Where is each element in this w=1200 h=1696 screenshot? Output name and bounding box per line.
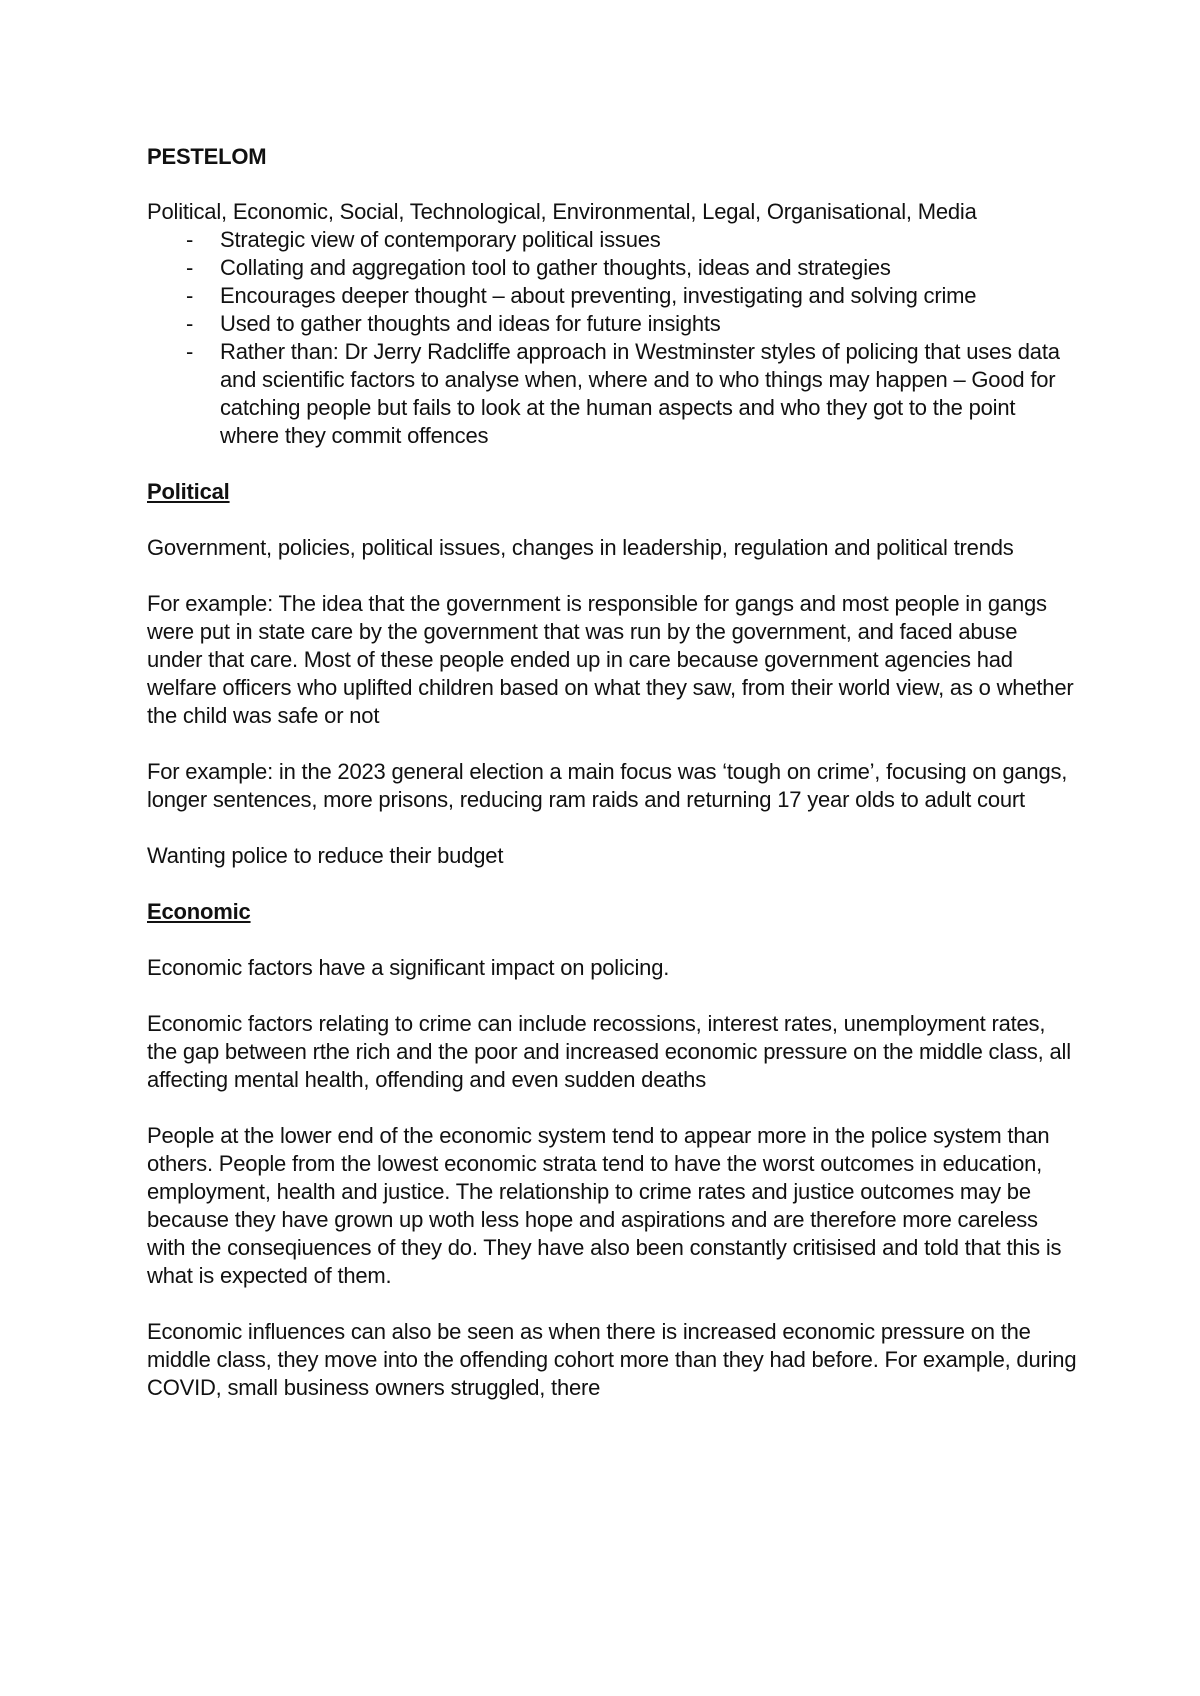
list-item	[147, 338, 1077, 450]
list-item-text: Encourages deeper thought – about preventing, investigating and solving crime	[220, 283, 977, 308]
list-item	[147, 282, 1077, 310]
list-item	[147, 310, 1077, 338]
political-paragraph: For example: in the 2023 general election a main focus was ‘tough on crime’, focusing on gangs, longer sentences, more prisons, reducing ram raids and returning 17 year olds to adult court	[147, 759, 1068, 812]
document-page	[147, 143, 1077, 1402]
list-item	[147, 254, 1077, 282]
political-paragraph: For example: The idea that the government is responsible for gangs and most people in gangs were put in state care by the government that was run by the government, and faced abuse under that care. Most of these people ended up in care because government agencies had welfare officers who uplifted children based on what they saw, from their world view, as o whether the child was safe or not	[147, 591, 1074, 728]
list-item-text: Used to gather thoughts and ideas for future insights	[220, 311, 721, 336]
intro-paragraph: Political, Economic, Social, Technological, Environmental, Legal, Organisational, Media	[147, 199, 977, 224]
political-paragraph: Government, policies, political issues, changes in leadership, regulation and political trends	[147, 535, 1014, 560]
list-item-text: Strategic view of contemporary political issues	[220, 227, 661, 252]
bullet-marker: -	[186, 227, 194, 252]
political-paragraph: Wanting police to reduce their budget	[147, 843, 504, 868]
intro-bullet-list	[147, 226, 1077, 478]
bullet-marker: -	[186, 255, 194, 280]
list-item	[147, 226, 1077, 254]
bullet-marker: -	[186, 311, 194, 336]
bullet-marker: -	[186, 283, 194, 308]
document-title: PESTELOM	[147, 144, 267, 169]
section-heading-economic: Economic	[147, 899, 251, 924]
section-heading-political: Political	[147, 479, 230, 504]
economic-paragraph: Economic factors have a significant impact on policing.	[147, 955, 670, 980]
economic-paragraph: Economic influences can also be seen as when there is increased economic pressure on the middle class, they move into the offending cohort more than they had before. For example, during COVID, small business owners struggled, there	[147, 1319, 1077, 1400]
bullet-marker: -	[186, 339, 194, 364]
list-item-text: Collating and aggregation tool to gather thoughts, ideas and strategies	[220, 255, 891, 280]
economic-paragraph: Economic factors relating to crime can include recossions, interest rates, unemployment rates, the gap between rthe rich and the poor and increased economic pressure on the middle class, all affecting mental health, offending and even sudden deaths	[147, 1011, 1071, 1092]
economic-paragraph: People at the lower end of the economic system tend to appear more in the police system than others. People from the lowest economic strata tend to have the worst outcomes in education, employment, health and justice. The relationship to crime rates and justice outcomes may be because they have grown up woth less hope and aspirations and are therefore more careless with the conseqiuences of they do. They have also been constantly critisised and told that this is what is expected of them.	[147, 1123, 1062, 1288]
list-item-text: Rather than: Dr Jerry Radcliffe approach in Westminster styles of policing that uses data and scientific factors to analyse when, where and to who things may happen – Good for catching people but fails to look at the human aspects and who they got to the point where they commit offences	[220, 339, 1060, 448]
